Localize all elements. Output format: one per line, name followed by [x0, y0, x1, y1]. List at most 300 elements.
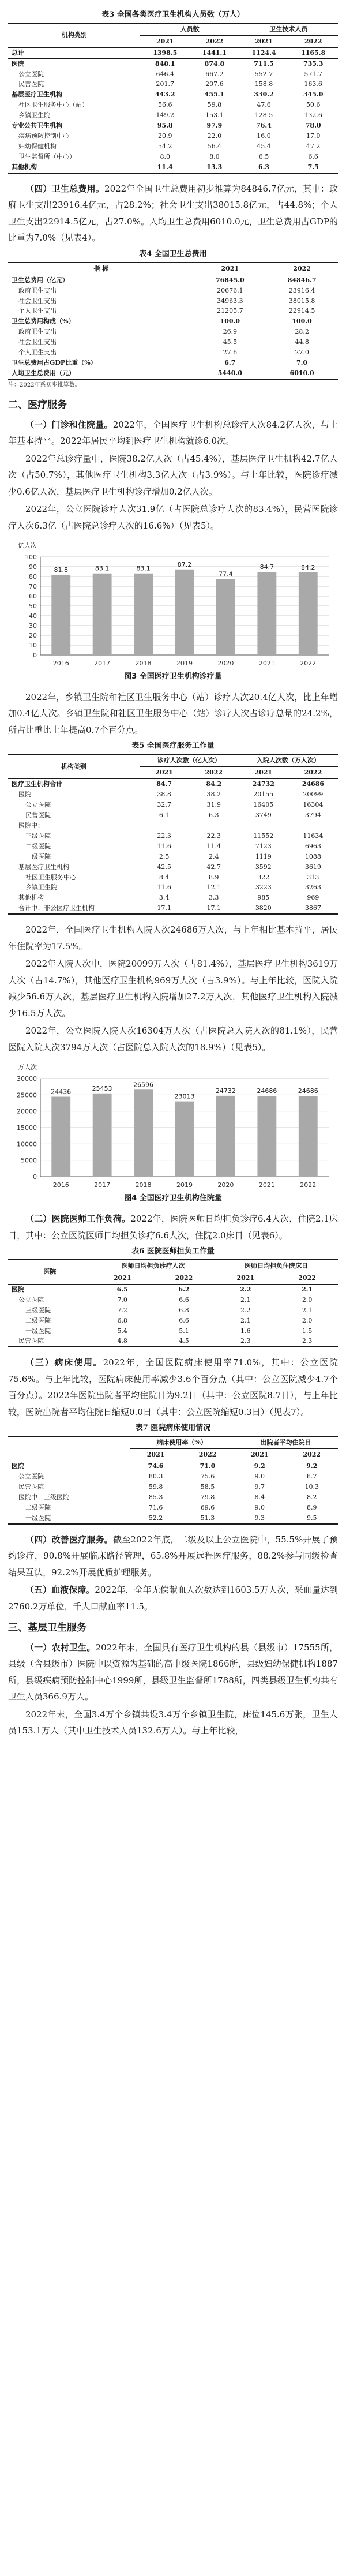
cell-value: 52.2 — [148, 1514, 163, 1522]
chart-y-tick-label: 25000 — [17, 1091, 37, 1099]
cell-value: 27.6 — [223, 349, 238, 357]
table3-header-name: 机构类别 — [8, 23, 140, 47]
cell-value: 17.1 — [206, 904, 221, 912]
table-row — [8, 1492, 338, 1503]
cell-value: 38.8 — [157, 791, 171, 799]
cell-value: 6.5 — [258, 153, 269, 161]
cell-value: 11.4 — [206, 842, 221, 850]
row-label: 民营医院 — [18, 1482, 44, 1491]
table3-header-year: 2022 — [288, 35, 338, 47]
paragraph-text: 截至2022年底，二级及以上公立医院中，55.5%开展了预约诊疗，90.8%开展临床路径管理，65.8%开展远程医疗服务，88.2%参与同级检查结果互认，92.2%开展优质护理服务。 — [8, 1534, 338, 1578]
cell-value: 11552 — [253, 832, 274, 840]
table-row — [8, 1305, 338, 1316]
table3-header-year: 2021 — [239, 35, 289, 47]
cell-value: 84.7 — [156, 780, 172, 788]
row-label: 公立医院 — [25, 800, 51, 808]
row-label: 基层医疗卫生机构 — [12, 91, 62, 99]
cell-value: 3867 — [304, 904, 321, 912]
row-label: 社会卫生支出 — [18, 297, 57, 305]
chart-bar — [216, 1096, 235, 1177]
chart-x-tick-label: 2019 — [176, 1181, 193, 1189]
row-label: 一级医院 — [25, 1514, 51, 1522]
chart-x-tick-label: 2022 — [300, 660, 317, 668]
table-row — [8, 89, 338, 100]
row-label: 医院 — [18, 791, 31, 799]
row-label: 三级医院 — [25, 1306, 51, 1314]
cell-value: 8.0 — [209, 153, 220, 161]
cell-value: 3619 — [304, 863, 321, 871]
table-row — [8, 873, 338, 883]
row-label: 卫生总费用构成（%） — [12, 317, 75, 325]
chart-y-tick-label: 80 — [29, 573, 37, 581]
cell-value: 34963.3 — [217, 297, 243, 305]
chart-bar — [93, 574, 112, 655]
table-row — [8, 1326, 338, 1336]
table5-header-year: 2022 — [189, 767, 239, 779]
table-row — [8, 779, 338, 789]
cell-value: 874.8 — [190, 58, 239, 69]
paragraph-lead: （一）农村卫生。 — [25, 1642, 96, 1653]
cell-value: 6.5 — [116, 1285, 128, 1293]
row-label: 一级医院 — [25, 852, 51, 860]
cell-value: 443.2 — [155, 91, 175, 99]
section-heading-primary-care: 三、基层卫生服务 — [8, 1622, 86, 1634]
table6-title: 表6 医院医师担负工作量 — [131, 1247, 215, 1256]
cell-value: 22.3 — [206, 832, 221, 840]
cell-value: 1088 — [304, 852, 321, 860]
cell-value: 9.0 — [254, 1472, 265, 1480]
chart-x-tick-label: 2021 — [258, 1181, 275, 1189]
table5-header-name: 机构类别 — [8, 754, 140, 778]
table-row — [8, 316, 338, 327]
row-label: 专业公共卫生机构 — [12, 122, 62, 130]
row-label: 公立医院 — [18, 1296, 44, 1304]
cell-value: 7.0 — [117, 1296, 127, 1304]
row-label: 医院中：三级医院 — [18, 1493, 69, 1501]
row-label: 卫生监督所（中心） — [18, 153, 76, 161]
cell-value: 47.2 — [306, 143, 321, 151]
cell-value: 7123 — [255, 842, 272, 850]
table4-header-year: 2021 — [194, 263, 266, 275]
table5-header-year: 2021 — [239, 767, 288, 779]
chart-bar-value-label: 24686 — [257, 1087, 277, 1095]
cell-value: 24686 — [302, 780, 325, 788]
cell-value: 76.4 — [256, 122, 272, 130]
table-row — [8, 162, 338, 173]
cell-value: 3820 — [255, 904, 272, 912]
chart-y-tick-label: 15000 — [17, 1124, 37, 1132]
chart-unit-label: 亿人次 — [18, 542, 37, 550]
table-row — [8, 1513, 338, 1524]
cell-value: 71.0 — [200, 1462, 216, 1470]
table3 — [8, 23, 338, 174]
cell-value: 1165.8 — [301, 48, 326, 57]
chart-inpatient-block — [8, 1059, 338, 1205]
cell-value: 969 — [307, 894, 319, 902]
cell-value — [140, 821, 189, 831]
cell-value: 3794 — [304, 811, 321, 819]
table7-header-year: 2022 — [182, 1449, 234, 1461]
cell-value: 571.7 — [304, 70, 322, 78]
visits-paragraph-2: 2022年总诊疗量中，医院38.2亿人次（占45.4%），基层医疗卫生机构42.7亿人次（占50.7%），其他医疗卫生机构3.3亿人次（占3.9%）。与上年比较，医院诊疗减少0.6亿人次，基层医疗卫生机构诊疗增加0.2亿人次。 — [8, 453, 338, 497]
row-label: 民营医院 — [18, 1337, 44, 1345]
chart-bar — [175, 570, 194, 655]
table-row — [8, 141, 338, 152]
cell-value: 79.8 — [200, 1493, 215, 1501]
cell-value: 20155 — [253, 791, 274, 799]
cell-value: 38015.8 — [288, 297, 315, 305]
cell-value: 1.5 — [302, 1327, 313, 1335]
chart-y-tick-label: 20 — [29, 632, 37, 640]
rural-health-paragraph-2: 2022年末，全国3.4万个乡镇共设3.4万个乡镇卫生院，床位145.6万张，卫生人员153.1万人（其中卫生技术人员132.6万人）。与上年比较， — [8, 1709, 338, 1736]
row-label: 医院 — [8, 58, 140, 69]
row-label: 基层医疗卫生机构 — [18, 863, 69, 871]
table7-block — [8, 1422, 338, 1524]
table7-header-name — [8, 1436, 130, 1461]
cell-value: 26.9 — [223, 328, 238, 336]
cell-value: 11.4 — [157, 163, 173, 171]
cell-value: 2.3 — [302, 1337, 313, 1345]
cell-value: 78.0 — [305, 122, 321, 130]
cell-value — [239, 821, 288, 831]
row-label: 二级医院 — [25, 1316, 51, 1324]
table-row — [8, 1482, 338, 1492]
cell-value: 11.6 — [157, 842, 171, 850]
chart-bar-value-label: 83.1 — [136, 564, 151, 572]
cell-value: 38.2 — [206, 791, 221, 799]
cell-value: 9.2 — [254, 1462, 265, 1470]
cell-value: 3.4 — [159, 894, 170, 902]
cell-value: 2.5 — [159, 852, 170, 860]
cell-value: 985 — [257, 894, 270, 902]
table-row — [8, 327, 338, 337]
cell-value: 313 — [307, 873, 319, 881]
row-label: 二级医院 — [25, 842, 51, 850]
workload-paragraph — [8, 1211, 338, 1244]
cell-value: 84846.7 — [287, 276, 317, 284]
cell-value: 71.6 — [148, 1503, 163, 1511]
cell-value: 6.6 — [179, 1296, 189, 1304]
chart-x-tick-label: 2016 — [52, 1181, 69, 1189]
table6-body — [8, 1284, 338, 1347]
row-label: 社会卫生支出 — [18, 338, 57, 346]
chart-bar-value-label: 83.1 — [95, 564, 110, 572]
chart-bar-value-label: 24686 — [298, 1087, 318, 1095]
table4-title: 表4 全国卫生总费用 — [139, 249, 207, 259]
chart-visits — [8, 537, 338, 671]
cell-value: 8.0 — [160, 153, 171, 161]
paragraph-text: 2022年末，全国具有医疗卫生机构的县（县级市）17555所，县级（含县级市）医院中以资源为基础的高中级医院1866所，县级妇幼保健机构1887所，县级疾病预防控制中心1999所，县级卫生监督所1788所，四类县级卫生机构共有卫生人员366.9万人。 — [8, 1642, 338, 1702]
cell-value: 50.6 — [306, 101, 321, 109]
table6-header-year: 2021 — [215, 1272, 276, 1284]
chart-y-tick-label: 0 — [33, 652, 37, 660]
row-label: 疾病预防控制中心 — [18, 132, 69, 140]
cell-value: 6010.0 — [289, 369, 314, 377]
cell-value: 28.2 — [295, 328, 309, 336]
table-row — [8, 152, 338, 162]
cell-value: 11634 — [303, 832, 324, 840]
chart-bar — [257, 572, 276, 655]
table-row — [8, 800, 338, 810]
cell-value: 455.1 — [204, 91, 225, 99]
cell-value: 76845.0 — [215, 276, 245, 284]
paragraph-lead: （一）门诊和住院量。 — [25, 419, 113, 430]
cell-value: 22914.5 — [288, 307, 315, 315]
paragraph-lead: （四）卫生总费用。 — [25, 183, 105, 194]
cell-value: 59.8 — [148, 1482, 163, 1491]
cell-value — [288, 821, 338, 831]
chart-bar — [299, 1096, 318, 1177]
cell-value: 128.5 — [254, 111, 273, 119]
cell-value: 1119 — [255, 852, 272, 860]
cell-value: 84.2 — [206, 780, 222, 788]
cell-value: 80.3 — [148, 1472, 163, 1480]
chart-x-tick-label: 2020 — [217, 660, 234, 668]
paragraph-lead: （四）改善医疗服务。 — [25, 1534, 113, 1545]
table3-title: 表3 全国各类医疗卫生机构人员数（万人） — [101, 10, 245, 19]
blood-supply-paragraph — [8, 1582, 338, 1615]
table5 — [8, 754, 338, 915]
chart-unit-label: 万人次 — [18, 1064, 37, 1072]
chart-y-tick-label: 60 — [29, 593, 37, 601]
paragraph-text: 2022年，医院医师日均担负诊疗6.4人次，住院2.1床日，其中：公立医院医师日均担负诊疗6.6人次，住院2.0床日（见表6）。 — [8, 1214, 338, 1241]
paragraph-lead: （五）血液保障。 — [25, 1585, 95, 1596]
chart-visits-block — [8, 537, 338, 683]
table7-header-year: 2021 — [130, 1449, 182, 1461]
cell-value: 6.8 — [179, 1306, 189, 1314]
chart-x-tick-label: 2018 — [135, 660, 152, 668]
cell-value: 54.2 — [158, 143, 172, 151]
row-label: 个人卫生支出 — [18, 349, 57, 357]
chart-bar-value-label: 81.8 — [54, 566, 68, 574]
cell-value: 8.7 — [306, 1472, 317, 1480]
chart-bar-value-label: 24436 — [51, 1088, 72, 1096]
cell-value: 848.1 — [140, 58, 190, 69]
table-row — [8, 347, 338, 358]
cell-value: 45.5 — [223, 338, 238, 346]
cell-value: 75.6 — [200, 1472, 215, 1480]
table-row — [8, 296, 338, 306]
cell-value: 6.6 — [179, 1316, 189, 1324]
cell-value: 9.3 — [254, 1514, 265, 1522]
cell-value: 20676.1 — [217, 286, 243, 294]
chart-y-tick-label: 10 — [29, 642, 37, 650]
chart-bar — [93, 1094, 112, 1177]
chart-bar — [299, 572, 318, 655]
cell-value: 13.3 — [206, 163, 223, 171]
table-row — [8, 337, 338, 347]
cell-value: 3592 — [255, 863, 272, 871]
table4-note: 注：2022年系初步推算数。 — [8, 382, 81, 389]
row-label: 一级医院 — [25, 1327, 51, 1335]
row-label: 社区卫生服务中心 — [25, 873, 76, 881]
table3-header-year: 2021 — [140, 35, 190, 47]
table6-header-group2: 医师日均担负住院床日 — [215, 1260, 338, 1272]
cell-value: 8.2 — [306, 1493, 317, 1501]
cell-value: 3749 — [255, 811, 272, 819]
cell-value: 7.2 — [117, 1306, 127, 1314]
row-label: 医疗卫生机构合计 — [12, 780, 62, 788]
cell-value: 2.3 — [240, 1337, 251, 1345]
cell-value: 2.1 — [240, 1296, 251, 1304]
cell-value: 9.5 — [306, 1514, 317, 1522]
table3-block — [8, 9, 338, 174]
cell-value: 42.5 — [157, 863, 171, 871]
cell-value: 330.2 — [254, 91, 274, 99]
table-row — [8, 1461, 338, 1472]
chart-bar-value-label: 84.2 — [301, 563, 315, 571]
chart-bar-value-label: 26596 — [133, 1081, 154, 1089]
inpatient-paragraph-2: 2022年入院人次中，医院20099万人次（占81.4%），基层医疗卫生机构3619万人次（占14.7%），其他医疗卫生机构969万人次（占3.9%）。与上年比较，医院入院减少56.6万人次，基层医疗卫生机构入院增加27.2万人次，其他医疗卫生机构入院减少16.5万人次。 — [8, 958, 338, 1019]
chart-bar-value-label: 23013 — [174, 1092, 195, 1100]
cell-value: 3263 — [304, 883, 321, 892]
table-row — [8, 789, 338, 800]
chart-x-tick-label: 2016 — [52, 660, 69, 668]
table-row — [8, 100, 338, 110]
table-row — [8, 121, 338, 131]
cell-value: 8.9 — [208, 873, 219, 881]
cell-value: 6.1 — [159, 811, 170, 819]
cell-value: 1124.4 — [251, 48, 276, 57]
cell-value: 47.6 — [257, 101, 271, 109]
cell-value: 667.2 — [205, 70, 224, 78]
cell-value: 158.8 — [254, 80, 273, 88]
chart-y-tick-label: 20000 — [17, 1107, 37, 1115]
table-row — [8, 286, 338, 296]
cell-value: 22.0 — [207, 132, 222, 140]
table-row — [8, 1316, 338, 1326]
paragraph-text: 2022年全国卫生总费用初步推算为84846.7亿元，其中：政府卫生支出23916.4亿元，占28.2%；社会卫生支出38015.8亿元，占44.8%；个人卫生支出22914.5亿元，占27.0%。人均卫生总费用6010.0元，卫生总费用占GDP的比重为7.0%（见表4）。 — [8, 183, 338, 244]
inpatient-paragraph-1: 2022年，全国医疗卫生机构入院人次24686万人次，与上年相比基本持平，居民年住院率为17.5%。 — [8, 924, 338, 952]
table3-header-group2: 卫生技术人员 — [239, 23, 338, 35]
cell-value: 20.9 — [158, 132, 172, 140]
cell-value: 7.0 — [296, 359, 308, 367]
section-heading-medical-services: 二、医疗服务 — [8, 399, 67, 411]
row-label: 卫生总费用（亿元） — [12, 276, 69, 284]
row-label: 三级医院 — [25, 832, 51, 840]
visits-paragraph-4: 2022年，乡镇卫生院和社区卫生服务中心（站）诊疗人次20.4亿人次，比上年增加0.4亿人次。乡镇卫生院和社区卫生服务中心（站）诊疗人次占诊疗总量的24.2%，所占比重比上年提高0.7个百分点。 — [8, 691, 338, 735]
cell-value: 45.4 — [257, 143, 271, 151]
cell-value: 149.2 — [156, 111, 175, 119]
cell-value: 322 — [257, 873, 270, 881]
table7-header-group2: 出院者平均住院日 — [234, 1436, 338, 1448]
chart-y-tick-label: 30 — [29, 622, 37, 630]
chart-y-tick-label: 100 — [25, 553, 37, 561]
cell-value: 74.6 — [148, 1462, 164, 1470]
cell-value: 7.5 — [307, 163, 319, 171]
cell-value: 44.8 — [295, 338, 309, 346]
row-label: 人均卫生总费用（元） — [12, 369, 75, 377]
cell-value: 2.1 — [240, 1316, 251, 1324]
table-row — [8, 58, 338, 69]
table-row — [8, 1336, 338, 1347]
cell-value: 9.7 — [254, 1482, 265, 1491]
cell-value: 132.6 — [304, 111, 322, 119]
row-label: 公立医院 — [18, 1472, 44, 1480]
cell-value: 5.4 — [117, 1327, 127, 1335]
table-row — [8, 841, 338, 852]
table-row — [8, 1503, 338, 1513]
cell-value: 23916.4 — [288, 286, 315, 294]
chart-inpatient-caption: 图4 全国医疗卫生机构住院量 — [124, 1194, 222, 1203]
cell-value: 20099 — [303, 791, 324, 799]
table-row — [8, 903, 338, 914]
table-row — [8, 69, 338, 80]
chart-x-tick-label: 2022 — [300, 1181, 317, 1189]
table-row — [8, 275, 338, 285]
cell-value: 85.3 — [148, 1493, 163, 1501]
table6-header-group1: 医师日均担负诊疗人次 — [92, 1260, 215, 1272]
row-label: 民营医院 — [18, 80, 44, 88]
paragraph-lead: （三）病床使用。 — [25, 1357, 103, 1368]
table3-header-group1: 人员数 — [140, 23, 239, 35]
table7-title: 表7 医院病床使用情况 — [135, 1424, 211, 1433]
cell-value: 11.6 — [157, 883, 171, 892]
chart-bar — [134, 1090, 153, 1177]
chart-bar — [134, 574, 153, 655]
cell-value: 17.0 — [306, 132, 321, 140]
visits-paragraph-1 — [8, 417, 338, 450]
row-label: 卫生总费用占GDP比重（%） — [12, 359, 97, 367]
cell-value: 21205.7 — [217, 307, 243, 315]
table7-body — [8, 1461, 338, 1524]
cell-value: 6.3 — [258, 163, 270, 171]
paragraph-text: 2022年，全国医院病床使用率71.0%，其中：公立医院75.6%。与上年比较，医院病床使用率减少3.6个百分点（其中：公立医院减少4.7个百分点）。2022年医院出院者平均住院日为9.2日（其中：公立医院8.7日），与上年比较，医院出院者平均住院日缩短0.0日（其中：公立医院缩短0.3日）（见表7）。 — [8, 1357, 338, 1417]
table-row — [8, 110, 338, 121]
cell-value: 5.1 — [179, 1327, 189, 1335]
cell-value: 95.8 — [157, 122, 173, 130]
row-label: 二级医院 — [25, 1503, 51, 1511]
cell-value: 153.1 — [205, 111, 224, 119]
cell-value: 2.0 — [302, 1296, 313, 1304]
table7-header-year: 2022 — [285, 1449, 338, 1461]
table-row — [8, 306, 338, 316]
table5-header-group2: 入院人次数（万人次） — [239, 754, 338, 766]
row-label: 其他机构 — [12, 163, 37, 171]
table6-header-year: 2022 — [276, 1272, 338, 1284]
table4 — [8, 262, 338, 380]
cell-value: 12.1 — [206, 883, 221, 892]
row-label: 总计 — [12, 48, 24, 57]
cell-value: 163.6 — [304, 80, 322, 88]
cell-value: 22.3 — [157, 832, 171, 840]
cell-value: 51.3 — [200, 1514, 215, 1522]
chart-visits-caption: 图3 全国医疗卫生机构诊疗量 — [124, 672, 222, 682]
cell-value: 2.2 — [240, 1285, 251, 1293]
table5-body — [8, 779, 338, 915]
table6-header-year: 2021 — [92, 1272, 153, 1284]
cell-value: 6963 — [304, 842, 321, 850]
cell-value: 207.6 — [205, 80, 224, 88]
chart-bar — [175, 1102, 194, 1177]
cell-value: 8.4 — [254, 1493, 265, 1501]
table6-block — [8, 1246, 338, 1347]
row-label: 乡镇卫生院 — [25, 883, 57, 892]
paragraph-lead: （二）医院医师工作负荷。 — [25, 1214, 131, 1225]
cell-value: 16.0 — [257, 132, 271, 140]
table-row — [8, 368, 338, 379]
table-row — [8, 831, 338, 841]
cell-value: 8.4 — [159, 873, 170, 881]
cell-value: 27.0 — [295, 349, 309, 357]
chart-inpatient — [8, 1059, 338, 1193]
chart-y-tick-label: 50 — [29, 602, 37, 611]
cell-value: 2.0 — [302, 1316, 313, 1324]
cell-value: 6.7 — [224, 359, 236, 367]
cell-value: 3.3 — [208, 894, 219, 902]
cell-value: 6.3 — [208, 811, 219, 819]
cell-value: 17.1 — [157, 904, 171, 912]
